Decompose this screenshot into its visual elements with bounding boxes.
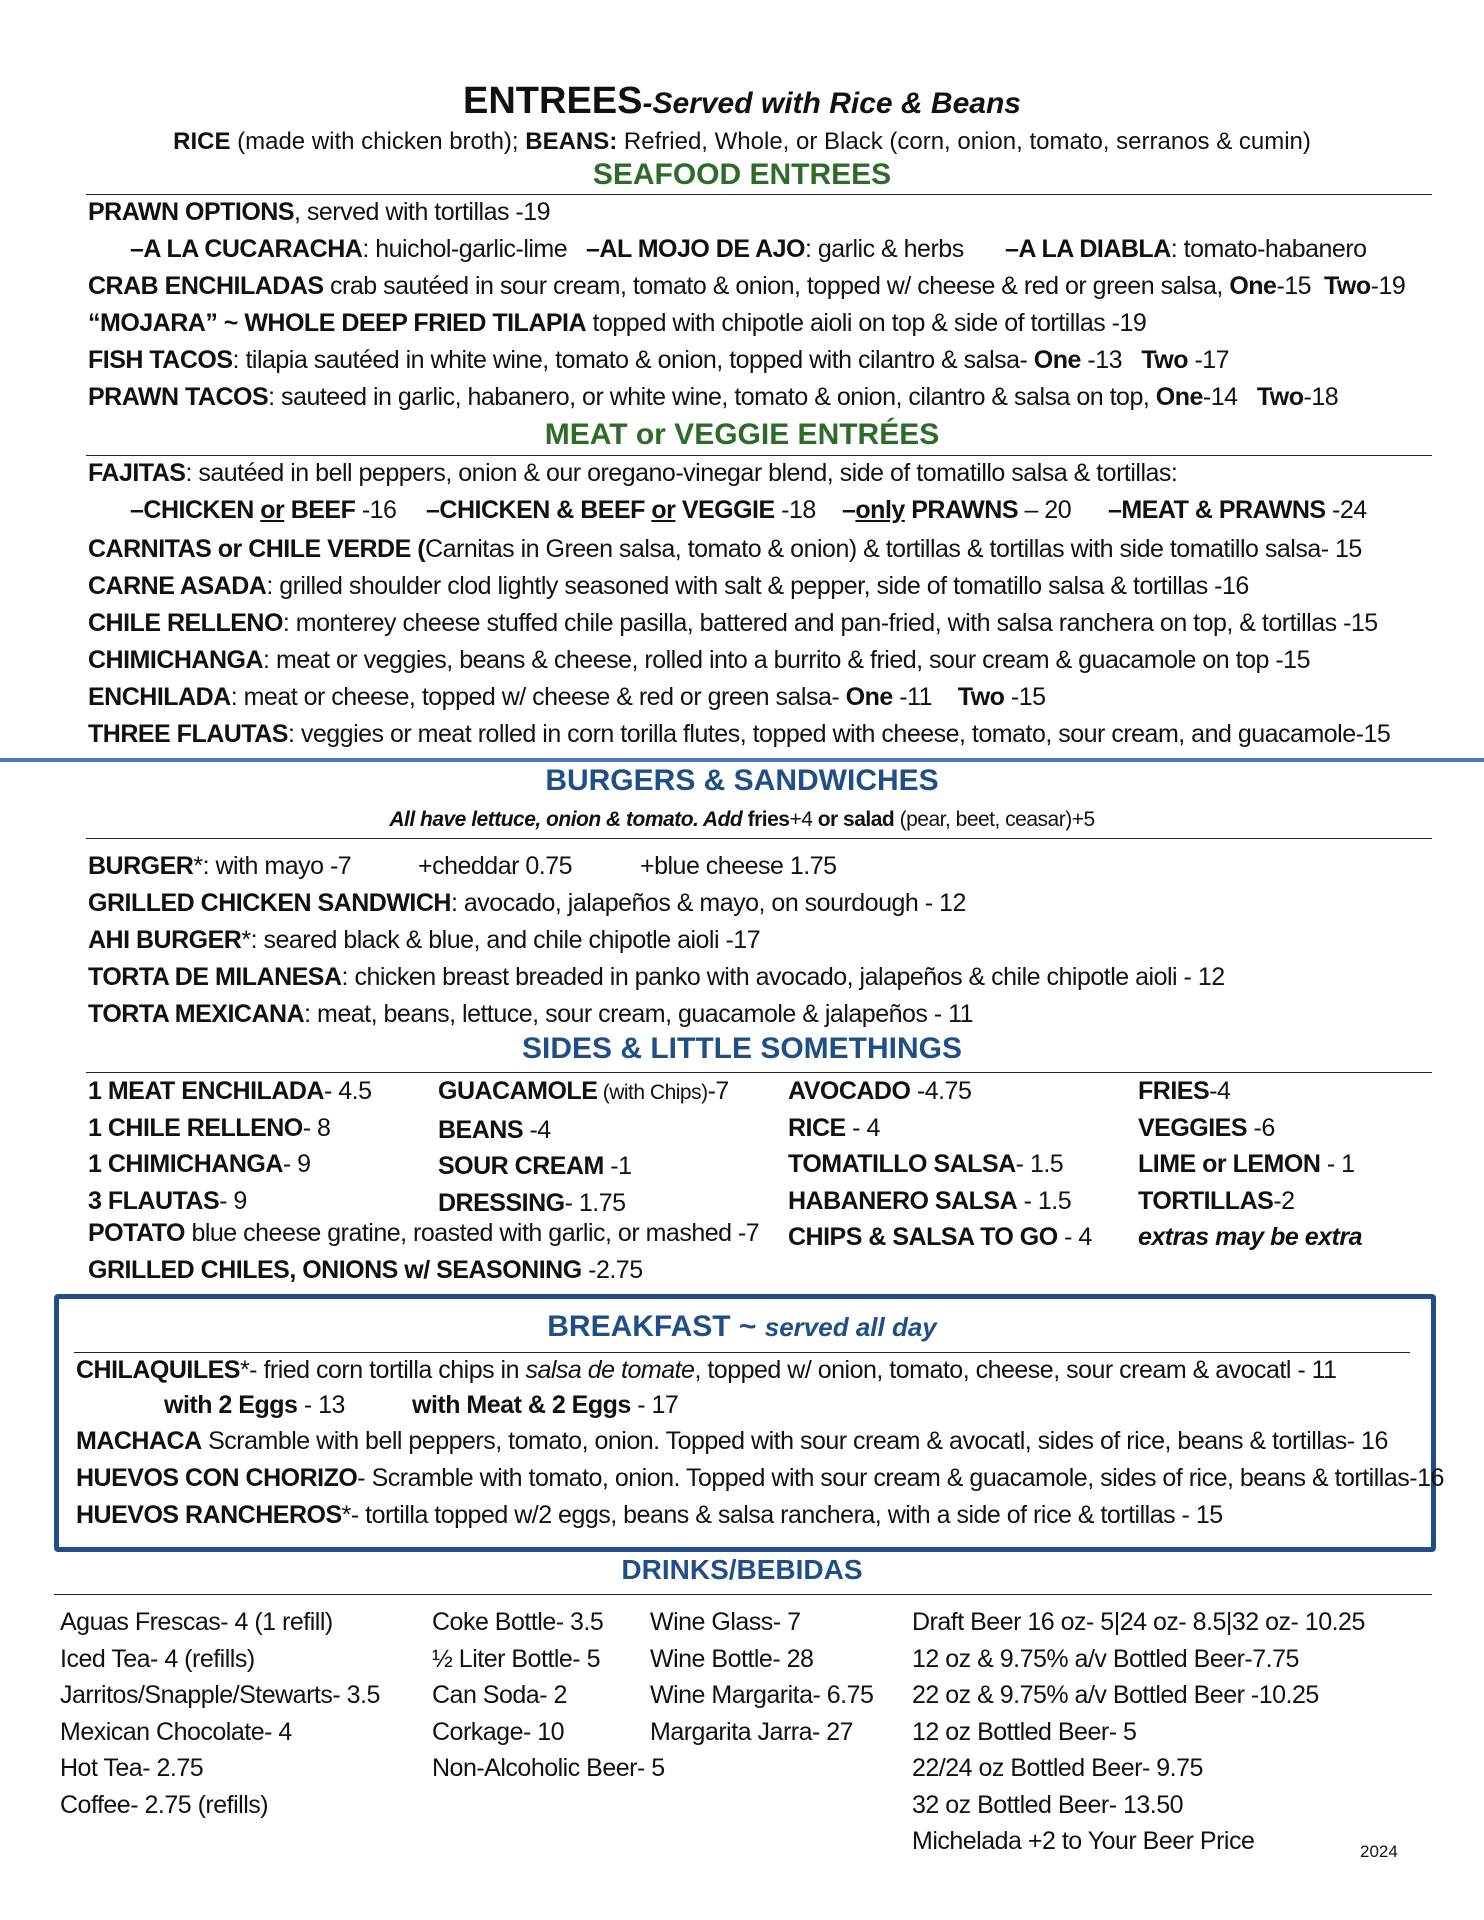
breakfast-heading-sub: served all day — [764, 1312, 937, 1342]
section-divider — [0, 758, 1484, 762]
note-a: All have lettuce, onion & tomato. Add — [389, 808, 748, 831]
gcs-name: GRILLED CHICKEN SANDWICH — [88, 889, 451, 917]
side-price: - 9 — [219, 1186, 247, 1215]
side-item — [88, 1073, 372, 1110]
drinks-rule — [54, 1594, 1432, 1595]
rancheros-line — [76, 1501, 1223, 1530]
ahi-desc: *: seared black & blue, and chile chipotle aioli -17 — [241, 926, 761, 954]
eggs2-name: with 2 Eggs — [164, 1391, 298, 1419]
fish-one: One — [1033, 346, 1081, 374]
side-price: - 4 — [1057, 1223, 1092, 1251]
ahi-burger-line — [88, 926, 760, 955]
chimi-desc: : meat or veggies, beans & cheese, rolled into a burrito & fried, sour cream & guacamole on top -15 — [263, 646, 1310, 674]
side-item — [1138, 1183, 1362, 1220]
crab-enchiladas-line — [88, 272, 1405, 301]
side-name: TORTILLAS — [1138, 1186, 1274, 1215]
side-name: CHIPS & SALSA TO GO — [788, 1223, 1058, 1251]
fajitas-desc: : sautéed in bell peppers, onion & our oregano-vinegar blend, side of tomatillo salsa & tortillas: — [185, 459, 1178, 487]
side-item — [438, 1148, 729, 1185]
mojara-desc: topped with chipotle aioli on top & side of tortillas -19 — [586, 309, 1147, 337]
side-price: - 1.5 — [1017, 1186, 1072, 1215]
entrees-title-text: ENTREES — [463, 80, 643, 122]
side-price: -4 — [1209, 1077, 1231, 1105]
prawn-tacos-name: PRAWN TACOS — [88, 383, 269, 411]
side-item — [1138, 1073, 1362, 1110]
side-item — [788, 1219, 1092, 1256]
f2-a: –CHICKEN & BEEF — [426, 496, 652, 524]
f1-b: BEEF — [284, 496, 356, 524]
carnitas-name: CARNITAS or CHILE VERDE ( — [88, 535, 426, 563]
opt3-name: –A LA DIABLA — [1005, 235, 1171, 263]
note-b: +4 — [789, 808, 818, 831]
sides-heading: SIDES & LITTLE SOMETHINGS — [521, 1032, 963, 1065]
breakfast-heading-text: BREAKFAST ~ — [547, 1310, 765, 1343]
prawn-options-name: PRAWN OPTIONS — [88, 198, 295, 226]
side-price: - 4 — [845, 1113, 880, 1142]
side-name: 1 CHILE RELLENO — [88, 1113, 303, 1142]
side-name: 1 MEAT ENCHILADA — [88, 1077, 324, 1105]
gcs-desc: : avocado, jalapeños & mayo, on sourdough - 12 — [451, 889, 966, 917]
beans-label: BEANS: — [525, 128, 618, 155]
fajitas-line — [88, 459, 1177, 488]
prawn-tacos-one-price: -14 — [1202, 383, 1238, 411]
crab-one-price: -15 — [1276, 272, 1312, 300]
drink-item: Coke Bottle- 3.5 — [432, 1608, 604, 1636]
milanesa-name: TORTA DE MILANESA — [88, 963, 342, 991]
side-price: - 4.5 — [323, 1077, 372, 1105]
f1-price: -16 — [355, 496, 397, 524]
opt2-desc: : garlic & herbs — [804, 235, 964, 263]
burgers-rule — [86, 838, 1432, 839]
sides-col-4 — [1138, 1073, 1362, 1256]
note-c: (pear, beet, ceasar)+5 — [894, 808, 1095, 831]
drinks-heading: DRINKS/BEBIDAS — [621, 1554, 863, 1585]
drink-item: ½ Liter Bottle- 5 — [432, 1644, 600, 1673]
drink-item: Michelada +2 to Your Beer Price — [912, 1827, 1255, 1855]
side-item — [1138, 1110, 1362, 1147]
drinks-col-3 — [650, 1604, 873, 1750]
year-label: 2024 — [1360, 1842, 1398, 1861]
ench-one: One — [845, 683, 893, 711]
drink-item: Corkage- 10 — [432, 1717, 565, 1746]
chimi-name: CHIMICHANGA — [88, 646, 264, 674]
drink-item: Draft Beer 16 oz- 5|24 oz- 8.5|32 oz- 10.25 — [912, 1608, 1365, 1636]
side-price: - 1.75 — [564, 1188, 626, 1217]
prawn-tacos-desc: : sauteed in garlic, habanero, or white wine, tomato & onion, cilantro & salsa on top, — [268, 383, 1156, 411]
entrees-subtitle: -Served with Rice & Beans — [642, 87, 1021, 120]
side-item — [438, 1112, 729, 1149]
ench-one-price: -11 — [892, 683, 932, 711]
f2-price: -18 — [774, 496, 816, 524]
fish-name: FISH TACOS — [88, 346, 233, 374]
ench-desc: : meat or cheese, topped w/ cheese & red or green salsa- — [230, 683, 846, 711]
fajita-opt-3 — [842, 496, 1071, 525]
drink-item: Iced Tea- 4 (refills) — [60, 1644, 255, 1673]
extras-note: extras may be extra — [1138, 1223, 1362, 1251]
f2-or: or — [651, 496, 676, 524]
f1-a: –CHICKEN — [130, 496, 261, 524]
drink-item: 12 oz & 9.75% a/v Bottled Beer-7.75 — [912, 1644, 1299, 1673]
flautas-line — [88, 720, 1390, 749]
drinks-col-1 — [60, 1604, 380, 1823]
chile-relleno-line — [88, 609, 1378, 638]
prawn-tacos-one: One — [1155, 383, 1203, 411]
drinks-col-4 — [912, 1604, 1365, 1860]
blue-cheese-addon: +blue cheese 1.75 — [640, 852, 837, 880]
chimichanga-line — [88, 646, 1310, 675]
flautas-desc: : veggies or meat rolled in corn torilla flutes, topped with cheese, tomato, sour cream, and guacamole-15 — [287, 720, 1391, 748]
ench-two: Two — [957, 683, 1005, 711]
side-price: - 1.5 — [1015, 1150, 1064, 1178]
sides-col-2 — [438, 1073, 729, 1221]
meat-heading: MEAT or VEGGIE ENTRÉES — [544, 418, 940, 451]
with-2-eggs — [164, 1391, 345, 1420]
mexicana-name: TORTA MEXICANA — [88, 1000, 305, 1028]
fajita-opt-4 — [1108, 496, 1367, 525]
ench-name: ENCHILADA — [88, 683, 231, 711]
f3-price: – 20 — [1018, 496, 1072, 524]
mojara-line — [88, 309, 1146, 338]
breakfast-heading — [0, 1310, 1484, 1344]
side-price: -2 — [1273, 1186, 1295, 1215]
fajita-opt-2 — [426, 496, 816, 525]
opt1-desc: : huichol-garlic-lime — [362, 235, 568, 263]
crab-two: Two — [1324, 272, 1371, 300]
side-price: -4.75 — [910, 1077, 972, 1105]
rice-desc: (made with chicken broth); — [230, 128, 526, 155]
prawn-options-desc: , served with tortillas -19 — [294, 198, 551, 226]
side-name: 1 CHIMICHANGA — [88, 1150, 283, 1178]
side-item — [788, 1110, 1092, 1147]
grilled-name: GRILLED CHILES, ONIONS w/ SEASONING — [88, 1256, 582, 1284]
chila-b: , topped w/ onion, tomato, cheese, sour cream & avocatl - 11 — [694, 1356, 1337, 1384]
cheddar-addon: +cheddar 0.75 — [418, 852, 573, 880]
chorizo-line — [76, 1464, 1444, 1493]
drink-item: Non-Alcoholic Beer- 5 — [432, 1754, 665, 1782]
drink-item: Aguas Frescas- 4 (1 refill) — [60, 1608, 333, 1636]
rice-beans-line — [0, 128, 1484, 156]
f1-or: or — [260, 496, 285, 524]
side-name: VEGGIES — [1138, 1113, 1248, 1142]
opt1-name: –A LA CUCARACHA — [130, 235, 363, 263]
side-name: BEANS — [438, 1115, 524, 1144]
entrees-title — [0, 80, 1484, 123]
chila-name: CHILAQUILES — [76, 1356, 240, 1384]
side-extra: (with Chips) — [597, 1081, 708, 1104]
fish-two: Two — [1141, 346, 1188, 374]
sides-col-1 — [88, 1073, 372, 1219]
note-fries: fries — [747, 808, 790, 831]
grilled-price: -2.75 — [581, 1256, 643, 1284]
machaca-desc: Scramble with bell peppers, tomato, onion. Topped with sour cream & avocatl, sides of rice, beans & tortillas- 16 — [201, 1427, 1388, 1455]
chorizo-name: HUEVOS CON CHORIZO — [76, 1464, 358, 1492]
asada-desc: : grilled shoulder clod lightly seasoned with salt & pepper, side of tomatillo salsa & tortillas -16 — [266, 572, 1249, 600]
side-item — [1138, 1146, 1362, 1183]
side-name: SOUR CREAM — [438, 1152, 604, 1180]
side-name: DRESSING — [438, 1188, 565, 1217]
ahi-name: AHI BURGER — [88, 926, 242, 954]
fish-desc: : tilapia sautéed in white wine, tomato & onion, topped with cilantro & salsa- — [232, 346, 1034, 374]
prawn-tacos-two-price: -18 — [1303, 383, 1339, 411]
fajita-opt-1 — [130, 496, 396, 525]
side-name: HABANERO SALSA — [788, 1186, 1018, 1215]
torta-milanesa-line — [88, 963, 1225, 992]
side-item — [438, 1073, 729, 1112]
potato-line — [88, 1219, 759, 1248]
f3-only: only — [855, 496, 905, 524]
opt2-name: –AL MOJO DE AJO — [586, 235, 805, 263]
chilaquiles-line — [76, 1356, 1337, 1385]
side-price: - 8 — [302, 1113, 331, 1142]
side-item — [788, 1073, 1092, 1110]
burgers-heading: BURGERS & SANDWICHES — [545, 764, 939, 797]
burger-line — [88, 852, 351, 881]
milanesa-desc: : chicken breast breaded in panko with avocado, jalapeños & chile chipotle aioli - 12 — [341, 963, 1225, 991]
chila-it: salsa de tomate — [525, 1356, 695, 1384]
side-price: - 9 — [282, 1150, 311, 1178]
burgers-note — [0, 808, 1484, 832]
chila-a: *- fried corn tortilla chips in — [239, 1356, 526, 1384]
crab-name: CRAB ENCHILADAS — [88, 272, 324, 300]
mexicana-desc: : meat, beans, lettuce, sour cream, guacamole & jalapeños - 11 — [304, 1000, 974, 1028]
side-name: LIME or LEMON — [1138, 1150, 1321, 1178]
machaca-line — [76, 1427, 1388, 1456]
meat-eggs-name: with Meat & 2 Eggs — [412, 1391, 631, 1419]
drink-item: 12 oz Bottled Beer- 5 — [912, 1717, 1137, 1746]
drink-item: Mexican Chocolate- 4 — [60, 1717, 292, 1746]
side-price: -1 — [603, 1152, 632, 1180]
sides-col-3 — [788, 1073, 1092, 1256]
rice-label: RICE — [173, 128, 231, 155]
f4-name: –MEAT & PRAWNS — [1108, 496, 1326, 524]
drink-item: Wine Margarita- 6.75 — [650, 1681, 874, 1709]
f2-b: VEGGIE — [675, 496, 775, 524]
ench-two-price: -15 — [1004, 683, 1046, 711]
drink-item: 22/24 oz Bottled Beer- 9.75 — [912, 1754, 1203, 1782]
eggs2-price: - 13 — [297, 1391, 345, 1419]
drink-item: Can Soda- 2 — [432, 1681, 567, 1709]
beans-desc: Refried, Whole, or Black (corn, onion, tomato, serranos & cumin) — [617, 128, 1311, 155]
side-item — [438, 1185, 729, 1222]
side-name: AVOCADO — [788, 1077, 911, 1105]
breakfast-rule — [74, 1352, 1410, 1353]
flautas-name: THREE FLAUTAS — [88, 720, 288, 748]
prawn-option-2 — [586, 235, 964, 264]
f3-b: PRAWNS — [904, 496, 1018, 524]
crab-desc: crab sautéed in sour cream, tomato & onion, topped w/ cheese & red or green salsa, — [323, 272, 1230, 300]
drinks-col-2 — [432, 1604, 665, 1787]
side-name: RICE — [788, 1113, 846, 1142]
asada-name: CARNE ASADA — [88, 572, 267, 600]
side-name: FRIES — [1138, 1077, 1210, 1105]
side-price: -6 — [1247, 1113, 1275, 1142]
drink-item: Margarita Jarra- 27 — [650, 1717, 854, 1746]
side-price: - 1 — [1320, 1150, 1355, 1178]
chorizo-desc: - Scramble with tomato, onion. Topped with sour cream & guacamole, sides of rice, beans & tortillas-16 — [357, 1464, 1444, 1492]
potato-desc: blue cheese gratine, roasted with garlic, or mashed -7 — [185, 1219, 760, 1247]
mojara-name: “MOJARA” ~ WHOLE DEEP FRIED TILAPIA — [88, 309, 587, 337]
crab-one: One — [1229, 272, 1277, 300]
side-price: -7 — [707, 1077, 729, 1105]
prawn-options-line — [88, 198, 550, 227]
prawn-option-3 — [1005, 235, 1367, 264]
enchilada-line — [88, 683, 1046, 712]
meat-eggs-price: - 17 — [630, 1391, 679, 1419]
prawn-option-1 — [130, 235, 567, 264]
side-item — [88, 1183, 372, 1220]
carnitas-desc: Carnitas in Green salsa, tomato & onion) & tortillas & tortillas with side tomatillo salsa- 15 — [425, 535, 1362, 563]
carnitas-line — [88, 535, 1362, 564]
seafood-rule — [86, 194, 1432, 195]
side-name: GUACAMOLE — [438, 1077, 598, 1105]
fish-tacos-line — [88, 346, 1229, 375]
opt3-desc: : tomato-habanero — [1170, 235, 1367, 263]
burger-desc: *: with mayo -7 — [193, 852, 352, 880]
drink-item: 22 oz & 9.75% a/v Bottled Beer -10.25 — [912, 1681, 1319, 1709]
f3-a: – — [842, 496, 856, 524]
relleno-desc: : monterey cheese stuffed chile pasilla, battered and pan-fried, with salsa ranchera on top, & tortillas -15 — [282, 609, 1378, 637]
side-name: 3 FLAUTAS — [88, 1186, 220, 1215]
fish-two-price: -17 — [1188, 346, 1230, 374]
machaca-name: MACHACA — [76, 1427, 202, 1455]
potato-name: POTATO — [88, 1219, 185, 1247]
seafood-heading: SEAFOOD ENTREES — [592, 158, 892, 191]
f4-price: -24 — [1325, 496, 1367, 524]
relleno-name: CHILE RELLENO — [88, 609, 283, 637]
rancheros-name: HUEVOS RANCHEROS — [76, 1501, 342, 1529]
torta-mexicana-line — [88, 1000, 973, 1029]
side-item — [788, 1183, 1092, 1220]
drink-item: Coffee- 2.75 (refills) — [60, 1790, 269, 1819]
side-price: -4 — [523, 1115, 551, 1144]
grilled-chicken-sandwich-line — [88, 889, 966, 918]
rancheros-desc: *- tortilla topped w/2 eggs, beans & salsa ranchera, with a side of rice & tortillas - 15 — [341, 1501, 1223, 1529]
crab-two-price: -19 — [1370, 272, 1406, 300]
drink-item: Jarritos/Snapple/Stewarts- 3.5 — [60, 1681, 380, 1709]
drink-item: Hot Tea- 2.75 — [60, 1754, 204, 1782]
side-item — [88, 1110, 372, 1147]
drink-item: 32 oz Bottled Beer- 13.50 — [912, 1790, 1184, 1819]
drink-item: Wine Bottle- 28 — [650, 1644, 814, 1673]
grilled-chiles-line — [88, 1256, 643, 1285]
fajitas-name: FAJITAS — [88, 459, 186, 487]
drink-item: Wine Glass- 7 — [650, 1608, 801, 1636]
prawn-tacos-two: Two — [1256, 383, 1304, 411]
burger-name: BURGER — [88, 852, 194, 880]
side-item — [88, 1146, 372, 1183]
with-meat-2-eggs — [412, 1391, 678, 1420]
carne-asada-line — [88, 572, 1249, 601]
prawn-tacos-line — [88, 383, 1338, 412]
note-or: or salad — [817, 808, 895, 831]
meat-rule — [86, 455, 1432, 456]
side-item — [788, 1146, 1092, 1183]
fish-one-price: -13 — [1080, 346, 1123, 374]
side-name: TOMATILLO SALSA — [788, 1150, 1016, 1178]
